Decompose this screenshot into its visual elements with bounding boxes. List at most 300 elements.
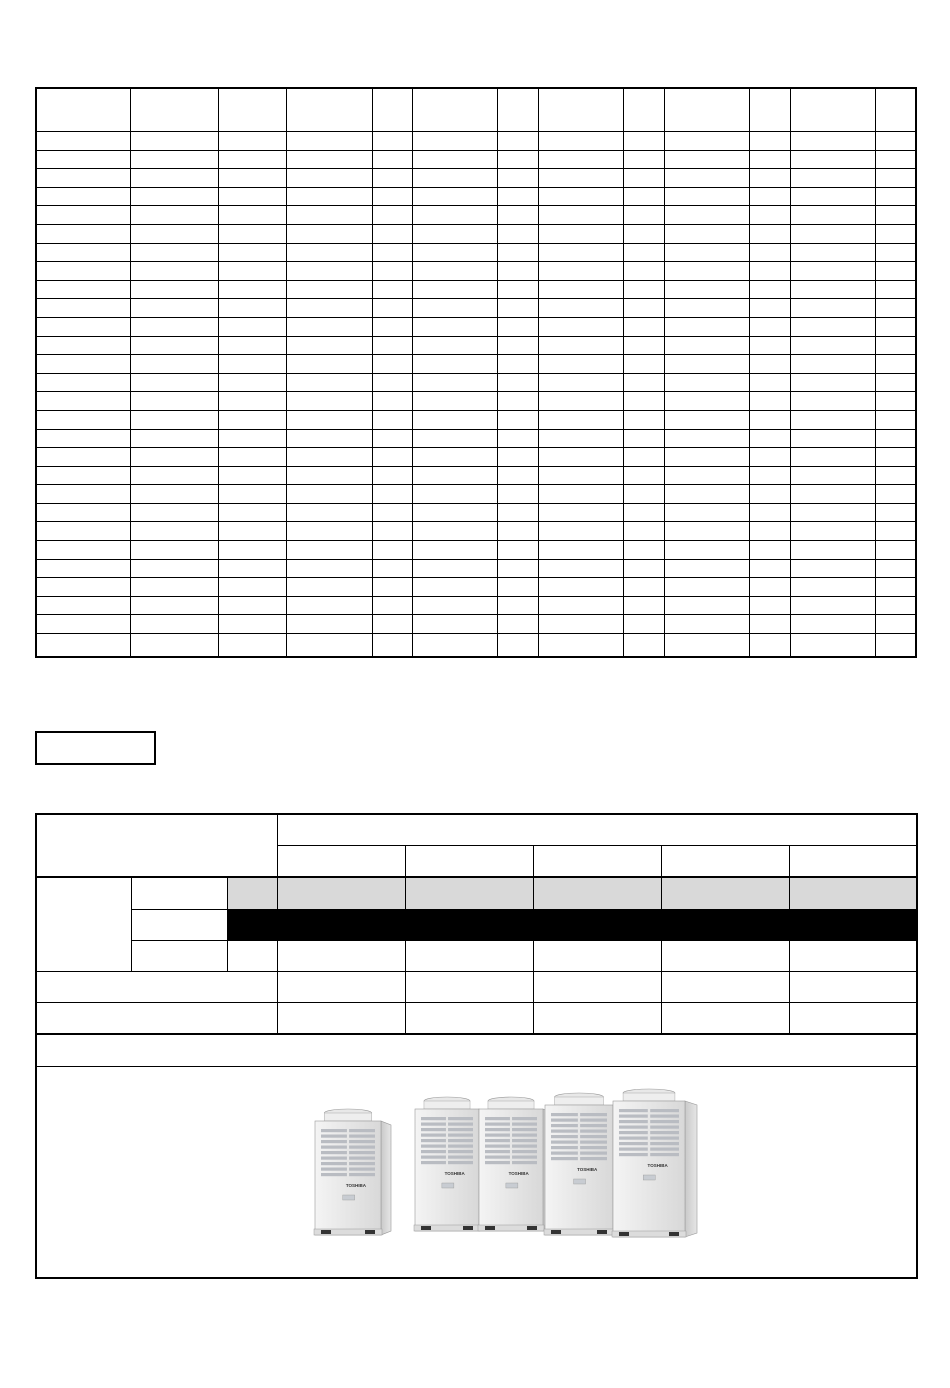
grid-cell	[749, 466, 790, 485]
grid-row	[36, 466, 916, 485]
grid-cell	[286, 615, 372, 634]
louver-slot	[580, 1152, 607, 1155]
grid-cell	[372, 634, 412, 658]
spec-row-label	[36, 972, 277, 1003]
fan-guard	[324, 1113, 372, 1121]
grid-cell	[412, 280, 497, 299]
grid-cell	[875, 503, 916, 522]
grid-cell	[538, 206, 623, 225]
grid-cell	[790, 299, 875, 318]
grid-row	[36, 485, 916, 504]
grid-cell	[372, 262, 412, 281]
louver-slot	[485, 1145, 510, 1148]
grid-cell	[664, 615, 749, 634]
grid-cell	[623, 88, 664, 132]
grid-cell	[749, 485, 790, 504]
spec-value-cell	[789, 1003, 917, 1035]
grid-cell	[664, 522, 749, 541]
grid-cell	[623, 615, 664, 634]
louver-slot	[619, 1148, 648, 1151]
grid-cell	[790, 336, 875, 355]
grid-cell	[36, 132, 130, 151]
grid-cell	[749, 169, 790, 188]
grid-cell	[664, 336, 749, 355]
spec-model-col	[277, 846, 405, 878]
spec-unit-cell	[227, 910, 277, 941]
brand-label: TOSHIBA	[577, 1167, 598, 1172]
louver-slot	[421, 1145, 446, 1148]
grid-cell	[875, 634, 916, 658]
grid-cell	[623, 224, 664, 243]
grid-cell	[497, 206, 538, 225]
louver-slot	[551, 1141, 578, 1144]
grid-cell	[218, 280, 286, 299]
grid-cell	[623, 373, 664, 392]
brand-label: TOSHIBA	[345, 1183, 367, 1188]
grid-cell	[497, 429, 538, 448]
grid-cell	[497, 615, 538, 634]
grid-cell	[664, 243, 749, 262]
grid-cell	[623, 132, 664, 151]
grid-cell	[36, 429, 130, 448]
grid-cell	[875, 559, 916, 578]
grid-cell	[749, 224, 790, 243]
louver-slot	[349, 1173, 375, 1176]
grid-cell	[664, 485, 749, 504]
grid-cell	[286, 522, 372, 541]
grid-cell	[412, 355, 497, 374]
spec-value-cell	[789, 877, 917, 910]
spec-value-cell	[277, 972, 405, 1003]
grid-cell	[497, 317, 538, 336]
grid-cell	[130, 373, 218, 392]
grid-cell	[749, 262, 790, 281]
section-label-box	[35, 731, 156, 765]
spec-header-corner	[36, 814, 277, 877]
grid-cell	[664, 132, 749, 151]
unit-front-panel	[479, 1109, 543, 1231]
grid-cell	[36, 224, 130, 243]
grid-cell	[875, 262, 916, 281]
grid-cell	[497, 299, 538, 318]
louver-slot	[485, 1161, 510, 1164]
grid-row	[36, 336, 916, 355]
grid-cell	[497, 336, 538, 355]
grid-cell	[538, 615, 623, 634]
outdoor-unit	[478, 1097, 553, 1231]
louver-slot	[650, 1131, 679, 1134]
grid-cell	[372, 410, 412, 429]
grid-cell	[36, 187, 130, 206]
louver-slot	[580, 1157, 607, 1160]
grid-cell	[218, 317, 286, 336]
grid-cell	[497, 243, 538, 262]
grid-cell	[286, 448, 372, 467]
grid-cell	[790, 541, 875, 560]
spec-value-cell	[405, 941, 533, 972]
louver-slot	[512, 1117, 537, 1120]
unit-front-panel	[315, 1121, 381, 1235]
grid-cell	[218, 503, 286, 522]
grid-cell	[749, 578, 790, 597]
louver-slot	[619, 1153, 648, 1156]
grid-cell	[875, 243, 916, 262]
grid-cell	[412, 392, 497, 411]
grid-cell	[790, 224, 875, 243]
spec-value-cell	[789, 972, 917, 1003]
grid-cell	[130, 169, 218, 188]
grid-cell	[130, 88, 218, 132]
spec-row-group-label	[36, 877, 131, 972]
grid-cell	[538, 224, 623, 243]
grid-cell	[372, 596, 412, 615]
grid-cell	[623, 578, 664, 597]
grid-cell	[664, 596, 749, 615]
grid-cell	[623, 262, 664, 281]
louver-slot	[421, 1139, 446, 1142]
grid-cell	[372, 578, 412, 597]
grid-row	[36, 503, 916, 522]
louver-slot	[448, 1145, 473, 1148]
grid-cell	[412, 169, 497, 188]
louver-slot	[485, 1134, 510, 1137]
grid-cell	[372, 615, 412, 634]
grid-cell	[875, 522, 916, 541]
louver-slot	[650, 1109, 679, 1112]
grid-cell	[372, 559, 412, 578]
product-image-cell	[36, 1067, 917, 1279]
grid-row	[36, 559, 916, 578]
grid-cell	[412, 466, 497, 485]
grid-cell	[130, 466, 218, 485]
grid-cell	[875, 392, 916, 411]
spec-model-col	[789, 846, 917, 878]
louver-slot	[650, 1137, 679, 1140]
spec-row-label	[36, 1003, 277, 1035]
grid-cell	[538, 578, 623, 597]
louver-slot	[580, 1113, 607, 1116]
unit-foot	[669, 1232, 679, 1236]
grid-row	[36, 224, 916, 243]
grid-cell	[286, 88, 372, 132]
grid-cell	[130, 448, 218, 467]
grid-cell	[286, 578, 372, 597]
grid-cell	[286, 206, 372, 225]
grid-cell	[497, 596, 538, 615]
grid-cell	[749, 150, 790, 169]
grid-cell	[790, 262, 875, 281]
grid-cell	[130, 317, 218, 336]
grid-cell	[286, 262, 372, 281]
grid-cell	[286, 355, 372, 374]
grid-cell	[372, 448, 412, 467]
spec-caption-row	[36, 1034, 917, 1067]
grid-cell	[412, 615, 497, 634]
grid-cell	[497, 448, 538, 467]
grid-cell	[497, 88, 538, 132]
grid-cell	[372, 280, 412, 299]
grid-cell	[36, 559, 130, 578]
grid-cell	[412, 503, 497, 522]
grid-cell	[538, 559, 623, 578]
grid-row	[36, 187, 916, 206]
grid-cell	[664, 410, 749, 429]
grid-cell	[412, 206, 497, 225]
grid-cell	[286, 429, 372, 448]
grid-cell	[538, 448, 623, 467]
grid-cell	[130, 336, 218, 355]
grid-cell	[372, 224, 412, 243]
grid-row	[36, 299, 916, 318]
spec-value-cell	[661, 941, 789, 972]
grid-cell	[538, 150, 623, 169]
grid-cell	[36, 410, 130, 429]
louver-slot	[448, 1117, 473, 1120]
grid-cell	[790, 466, 875, 485]
grid-cell	[218, 336, 286, 355]
grid-cell	[286, 132, 372, 151]
grid-cell	[218, 485, 286, 504]
grid-cell	[412, 373, 497, 392]
louver-slot	[619, 1131, 648, 1134]
grid-cell	[130, 634, 218, 658]
grid-cell	[130, 262, 218, 281]
grid-cell	[218, 448, 286, 467]
grid-cell	[218, 262, 286, 281]
grid-cell	[372, 373, 412, 392]
grid-cell	[790, 317, 875, 336]
grid-cell	[623, 503, 664, 522]
grid-cell	[664, 169, 749, 188]
grid-row	[36, 150, 916, 169]
grid-cell	[372, 132, 412, 151]
grid-cell	[412, 243, 497, 262]
louver-slot	[349, 1162, 375, 1165]
grid-cell	[372, 336, 412, 355]
grid-cell	[538, 596, 623, 615]
grid-cell	[749, 355, 790, 374]
grid-cell	[623, 317, 664, 336]
grid-cell	[497, 169, 538, 188]
grid-cell	[372, 522, 412, 541]
grid-cell	[36, 392, 130, 411]
louver-slot	[448, 1150, 473, 1153]
grid-cell	[130, 410, 218, 429]
grid-cell	[538, 410, 623, 429]
spec-value-cell	[533, 972, 661, 1003]
grid-cell	[538, 132, 623, 151]
nameplate	[442, 1183, 454, 1188]
grid-cell	[664, 466, 749, 485]
grid-cell	[218, 522, 286, 541]
grid-cell	[875, 596, 916, 615]
grid-cell	[497, 466, 538, 485]
grid-cell	[875, 299, 916, 318]
unit-foot	[485, 1226, 495, 1230]
grid-cell	[372, 206, 412, 225]
grid-row	[36, 448, 916, 467]
grid-cell	[286, 392, 372, 411]
grid-cell	[218, 578, 286, 597]
louver-slot	[551, 1124, 578, 1127]
grid-cell	[749, 559, 790, 578]
grid-cell	[372, 88, 412, 132]
spec-value-cell	[277, 1003, 405, 1035]
grid-cell	[286, 187, 372, 206]
grid-cell	[36, 503, 130, 522]
spec-value-cell	[405, 910, 533, 941]
grid-cell	[538, 355, 623, 374]
grid-cell	[664, 317, 749, 336]
louver-slot	[421, 1128, 446, 1131]
grid-cell	[218, 187, 286, 206]
grid-cell	[790, 280, 875, 299]
grid-cell	[286, 224, 372, 243]
spec-model-col	[661, 846, 789, 878]
grid-cell	[218, 206, 286, 225]
outdoor-unit	[544, 1093, 623, 1235]
grid-cell	[749, 373, 790, 392]
grid-cell	[749, 187, 790, 206]
grid-cell	[664, 262, 749, 281]
grid-cell	[790, 392, 875, 411]
grid-cell	[130, 243, 218, 262]
grid-cell	[875, 578, 916, 597]
spec-value-cell	[789, 910, 917, 941]
grid-cell	[790, 522, 875, 541]
brand-label: TOSHIBA	[444, 1171, 465, 1176]
grid-cell	[623, 392, 664, 411]
grid-cell	[372, 466, 412, 485]
louver-slot	[349, 1146, 375, 1149]
grid-row	[36, 373, 916, 392]
louver-slot	[512, 1128, 537, 1131]
louver-slot	[551, 1152, 578, 1155]
grid-cell	[36, 485, 130, 504]
grid-cell	[664, 541, 749, 560]
grid-cell	[412, 522, 497, 541]
grid-cell	[286, 485, 372, 504]
grid-cell	[36, 578, 130, 597]
grid-cell	[412, 187, 497, 206]
grid-cell	[36, 169, 130, 188]
grid-cell	[286, 634, 372, 658]
grid-cell	[412, 150, 497, 169]
grid-cell	[875, 541, 916, 560]
louver-slot	[580, 1119, 607, 1122]
grid-cell	[790, 596, 875, 615]
grid-cell	[218, 243, 286, 262]
grid-cell	[790, 634, 875, 658]
spec-value-cell	[533, 941, 661, 972]
grid-cell	[36, 466, 130, 485]
grid-cell	[218, 615, 286, 634]
louver-slot	[619, 1109, 648, 1112]
grid-cell	[130, 187, 218, 206]
grid-cell	[372, 485, 412, 504]
grid-cell	[623, 187, 664, 206]
louver-slot	[349, 1140, 375, 1143]
grid-cell	[875, 466, 916, 485]
grid-cell	[623, 150, 664, 169]
grid-cell	[286, 317, 372, 336]
louver-slot	[551, 1119, 578, 1122]
louver-slot	[485, 1128, 510, 1131]
grid-header-row	[36, 88, 916, 132]
grid-cell	[664, 88, 749, 132]
grid-cell	[412, 410, 497, 429]
grid-cell	[875, 224, 916, 243]
grid-cell	[875, 280, 916, 299]
grid-cell	[218, 466, 286, 485]
louver-slot	[321, 1162, 347, 1165]
spec-value-cell	[277, 877, 405, 910]
grid-cell	[497, 280, 538, 299]
outdoor-unit	[314, 1109, 391, 1235]
nameplate	[643, 1175, 655, 1180]
outdoor-units-illustration	[305, 1087, 725, 1247]
grid-cell	[749, 522, 790, 541]
grid-cell	[372, 187, 412, 206]
grid-cell	[130, 615, 218, 634]
grid-cell	[664, 634, 749, 658]
grid-row	[36, 206, 916, 225]
grid-cell	[875, 448, 916, 467]
grid-row	[36, 596, 916, 615]
grid-row	[36, 317, 916, 336]
grid-cell	[749, 634, 790, 658]
grid-cell	[538, 429, 623, 448]
grid-cell	[286, 541, 372, 560]
grid-cell	[412, 429, 497, 448]
grid-cell	[412, 634, 497, 658]
grid-row	[36, 634, 916, 658]
louver-slot	[321, 1140, 347, 1143]
grid-cell	[749, 336, 790, 355]
grid-cell	[218, 392, 286, 411]
grid-cell	[497, 559, 538, 578]
grid-cell	[286, 466, 372, 485]
grid-cell	[790, 410, 875, 429]
grid-cell	[749, 615, 790, 634]
grid-cell	[538, 243, 623, 262]
louver-slot	[512, 1123, 537, 1126]
louver-slot	[321, 1135, 347, 1138]
grid-cell	[875, 206, 916, 225]
louver-slot	[512, 1134, 537, 1137]
grid-cell	[497, 522, 538, 541]
louver-slot	[448, 1139, 473, 1142]
grid-cell	[538, 503, 623, 522]
grid-cell	[497, 262, 538, 281]
grid-cell	[538, 373, 623, 392]
grid-cell	[286, 169, 372, 188]
grid-cell	[538, 187, 623, 206]
grid-cell	[538, 466, 623, 485]
grid-cell	[218, 541, 286, 560]
grid-cell	[623, 522, 664, 541]
grid-cell	[790, 448, 875, 467]
louver-slot	[321, 1173, 347, 1176]
grid-cell	[218, 634, 286, 658]
grid-cell	[36, 336, 130, 355]
grid-cell	[218, 224, 286, 243]
grid-cell	[36, 596, 130, 615]
grid-cell	[36, 615, 130, 634]
grid-cell	[130, 503, 218, 522]
grid-cell	[286, 559, 372, 578]
grid-cell	[623, 206, 664, 225]
